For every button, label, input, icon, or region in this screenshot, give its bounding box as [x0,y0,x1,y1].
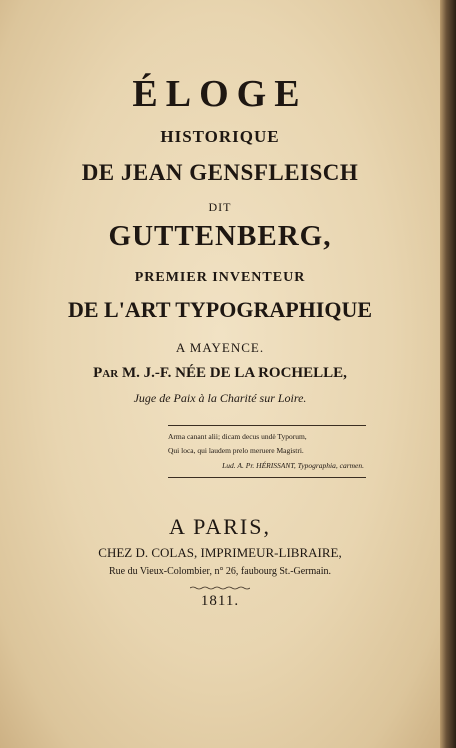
imprint-publisher: CHEZ D. COLAS, IMPRIMEUR-LIBRAIRE, [98,545,342,560]
title-premier-inventeur: PREMIER INVENTEUR [134,270,306,285]
ornament-divider [190,586,250,590]
title-eloge: ÉLOGE [132,73,308,115]
epigraph-attribution: Lud. A. Pr. HÉRISSANT, Typographia, carmen. [222,461,364,470]
title-de-jean: DE JEAN GENSFLEISCH [81,160,359,185]
author-title: Juge de Paix à la Charité sur Loire. [133,391,307,405]
author-line [0,365,440,382]
imprint-year: 1811. [200,593,240,609]
imprint-city: A PARIS, [168,514,271,539]
epigraph-line-2: Qui loca, qui laudem prelo meruere Magistri. [168,446,304,455]
author-prefix: Par [93,365,119,381]
title-mayence: A MAYENCE. [175,340,265,355]
epigraph-line-1: Arma canant alii; dicam decus undè Typorum, [168,432,307,441]
title-dit: DIT [208,200,232,214]
title-guttenberg: GUTTENBERG, [108,220,332,252]
author-name: M. J.-F. NÉE DE LA ROCHELLE, [121,365,347,381]
imprint-address: Rue du Vieux-Colombier, n° 26, faubourg St.-Germain. [108,566,332,577]
title-historique: HISTORIQUE [160,127,280,146]
epigraph-rule-bottom [168,477,366,478]
epigraph-rule-top [168,425,366,426]
title-art-typographique: DE L'ART TYPOGRAPHIQUE [67,297,372,322]
book-edge [440,0,456,748]
